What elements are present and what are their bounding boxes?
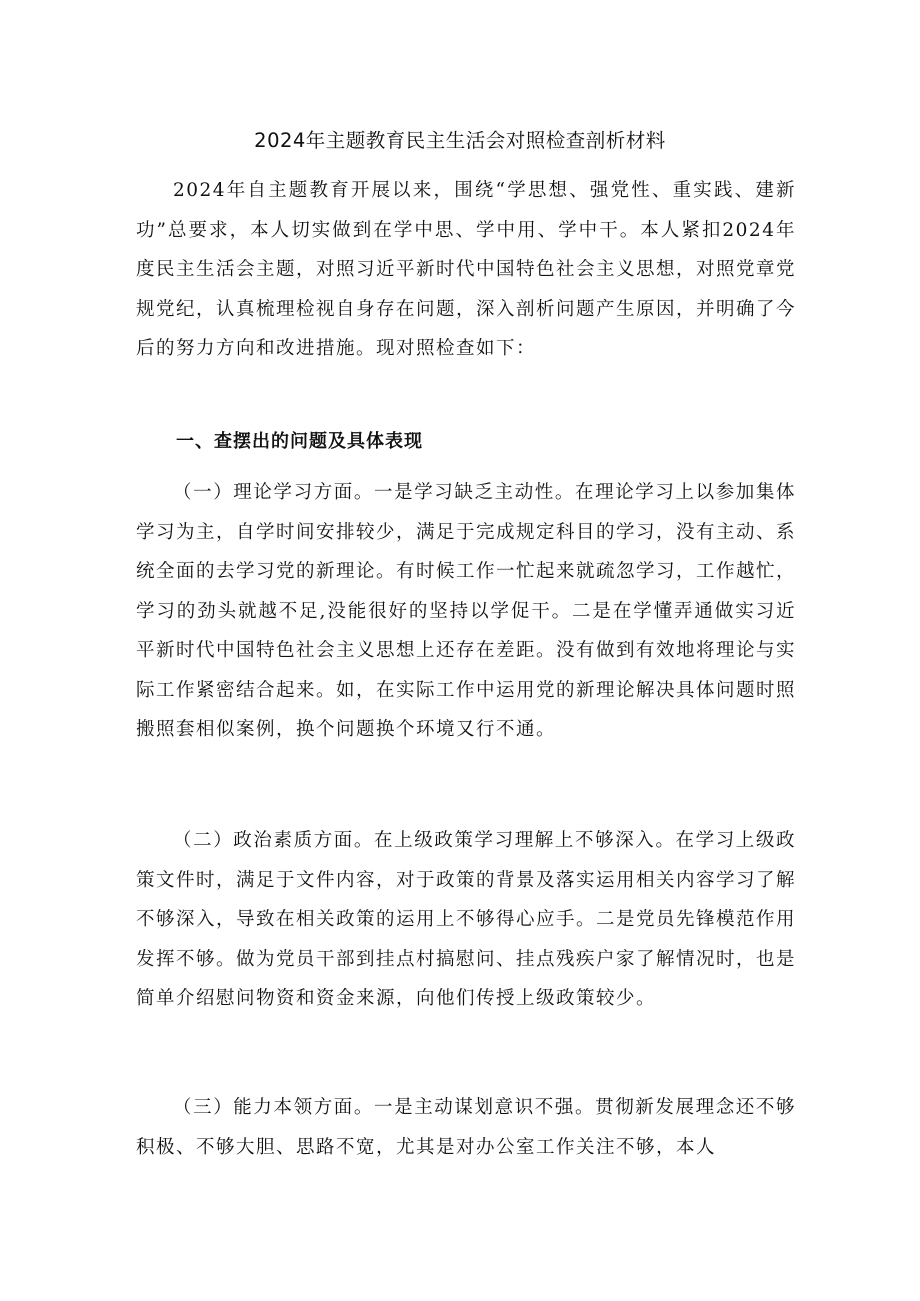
document-title: 2024年主题教育民主生活会对照检查剖析材料: [254, 129, 666, 152]
intro-paragraph: 2024年自主题教育开展以来，围绕“学思想、强党性、重实践、建新功”总要求，本人切实做到在学中思、学中用、学中干。本人紧扣2024年度民主生活会主题，对照习近平新时代中国特色社会主义思想，对照党章党规党纪，认真梳理检视自身存在问题，深入剖析问题产生原因，并明确了今后的努力方向和改进措施。现对照检查如下：: [136, 180, 797, 359]
body-paragraph-ability: （三）能力本领方面。一是主动谋划意识不强。贯彻新发展理念还不够积极、不够大胆、思路不宽，尤其是对办公室工作关注不够，本人: [136, 1097, 796, 1158]
body-paragraph-political-quality: （二）政治素质方面。在上级政策学习理解上不够深入。在学习上级政策文件时，满足于文件内容，对于政策的背景及落实运用相关内容学习了解不够深入，导致在相关政策的运用上不够得心应手。二是党员先锋模范作用发挥不够。做为党员干部到挂点村搞慰问、挂点残疾户家了解情况时，也是简单介绍慰问物资和资金来源，向他们传授上级政策较少。: [136, 830, 797, 1009]
body-paragraph-theory-study: （一）理论学习方面。一是学习缺乏主动性。在理论学习上以参加集体学习为主，自学时间安排较少，满足于完成规定科目的学习，没有主动、系统全面的去学习党的新理论。有时候工作一忙起来就疏忽学习，工作越忙，学习的劲头就越不足,没能很好的坚持以学促干。二是在学懂弄通做实习近平新时代中国特色社会主义思想上还存在差距。没有做到有效地将理论与实际工作紧密结合起来。如，在实际工作中运用党的新理论解决具体问题时照搬照套相似案例，换个问题换个环境又行不通。: [136, 482, 797, 740]
section-heading: 一、查摆出的问题及具体表现: [176, 431, 423, 452]
